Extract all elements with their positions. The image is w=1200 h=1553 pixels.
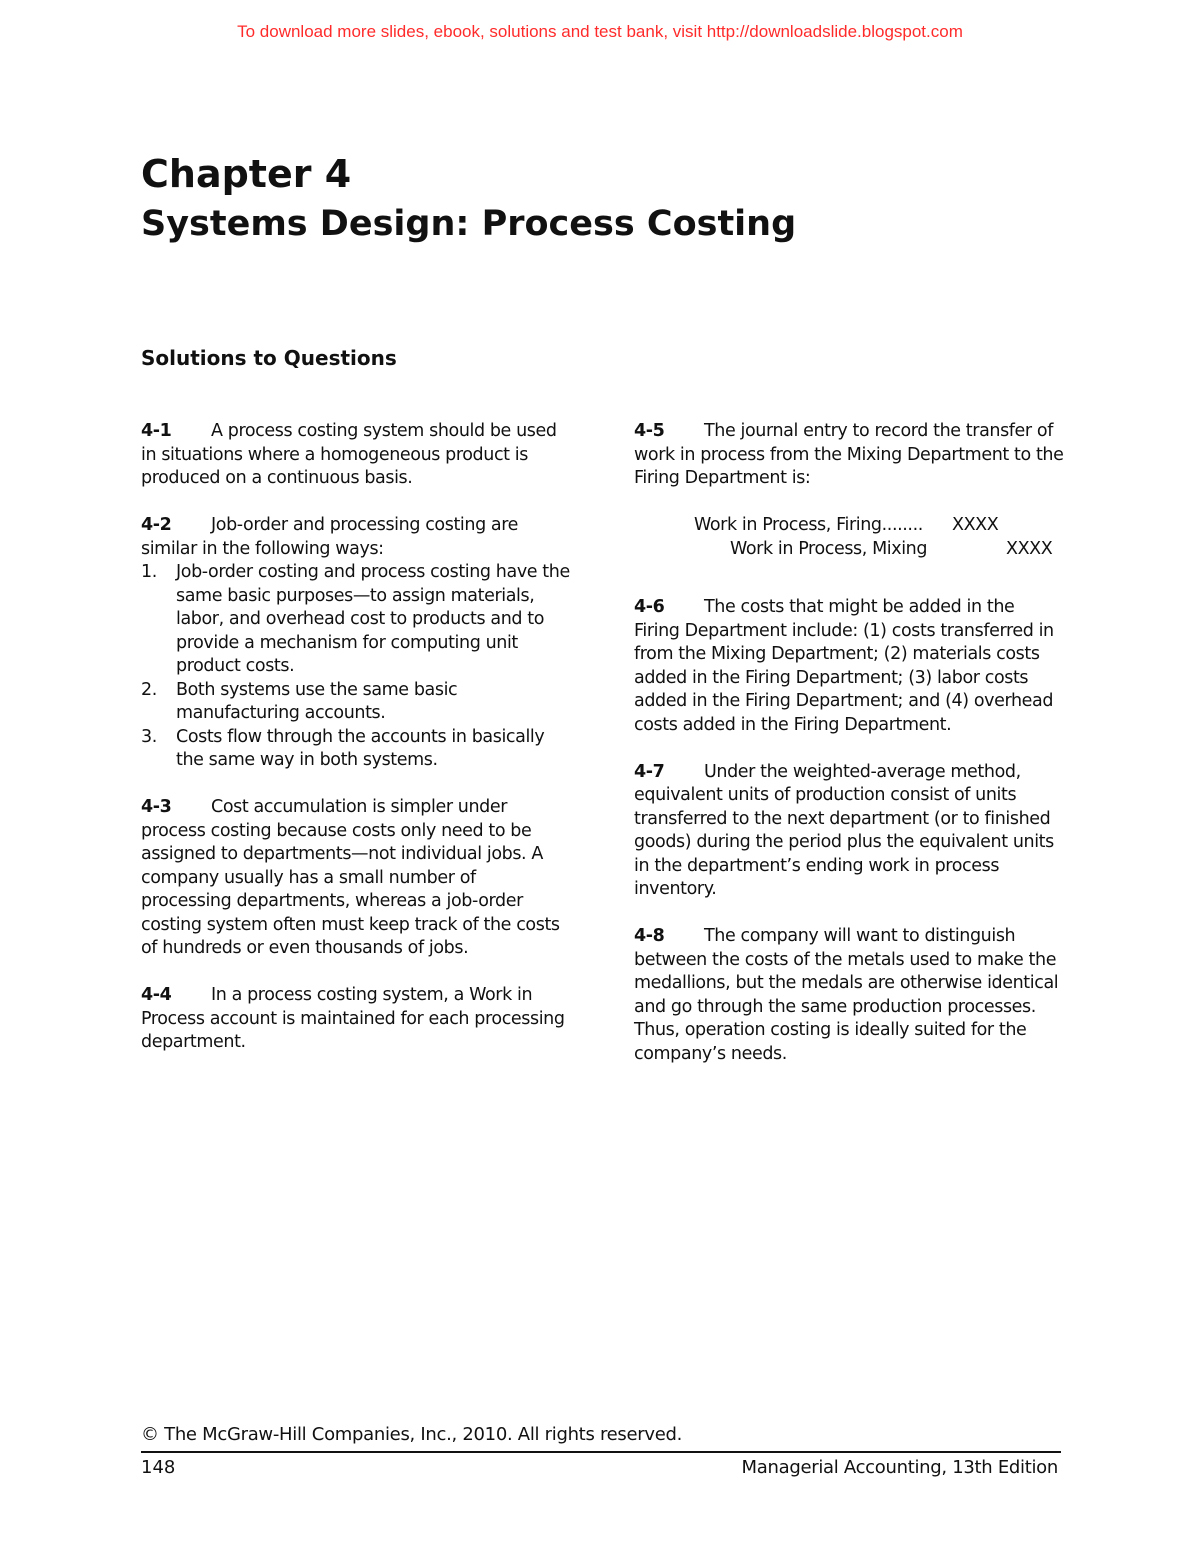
question-4-8 — [634, 925, 1064, 1066]
question-text: Cost accumulation is simpler under process costing because costs only need to be assigned to departments—not individual jobs. A company usually has a small number of processing departments, whereas a job-order costing system often must keep track of the costs of hundreds or even thousands of jobs. — [141, 797, 560, 958]
journal-credit-account: Work in Process, Mixing — [730, 538, 928, 559]
question-text: The company will want to distinguish between the costs of the metals used to make the medallions, but the medals are otherwise identical and go through the same production processes. Thus, operation costing is ideally suited for the company’s needs. — [634, 926, 1059, 1064]
list-item — [141, 726, 571, 773]
list-number: 1. — [141, 562, 157, 582]
copyright-notice: © The McGraw-Hill Companies, Inc., 2010. All rights reserved. — [141, 1424, 683, 1445]
question-4-4 — [141, 984, 571, 1055]
chapter-subtitle: Systems Design: Process Costing — [141, 204, 797, 244]
journal-debit-account: Work in Process, Firing........ — [694, 515, 923, 535]
question-number: 4-5 — [634, 421, 665, 441]
journal-debit-amount: XXXX — [952, 515, 999, 535]
question-number: 4-2 — [141, 515, 172, 535]
list-item — [141, 679, 571, 726]
book-edition: Managerial Accounting, 13th Edition — [741, 1457, 1058, 1478]
question-text: In a process costing system, a Work in Process account is maintained for each processing department. — [141, 985, 565, 1052]
page-number: 148 — [141, 1457, 176, 1478]
download-banner: To download more slides, ebook, solutions and test bank, visit http://downloadslide.blogspot.com — [237, 22, 963, 41]
section-heading: Solutions to Questions — [141, 346, 397, 370]
list-text: Job-order costing and process costing have the same basic purposes—to assign materials, labor, and overhead cost to products and to provide a mechanism for computing unit product costs. — [176, 562, 570, 676]
question-number: 4-8 — [634, 926, 665, 946]
left-column — [141, 420, 571, 1078]
question-number: 4-6 — [634, 597, 665, 617]
question-4-6 — [634, 596, 1064, 737]
question-number: 4-3 — [141, 797, 172, 817]
journal-entry — [634, 514, 1064, 561]
list-text: Costs flow through the accounts in basically the same way in both systems. — [176, 726, 545, 770]
chapter-title: Chapter 4 — [141, 152, 352, 196]
question-4-7 — [634, 761, 1064, 902]
question-text: A process costing system should be used in situations where a homogeneous product is produced on a continuous basis. — [141, 421, 557, 488]
similarities-list — [141, 561, 571, 773]
right-column — [634, 420, 1064, 1090]
question-text: The costs that might be added in the Firing Department include: (1) costs transferred in from the Mixing Department; (2) materials costs added in the Firing Department; (3) labor costs added in the Firing Department; and (4) overhead costs added in the Firing Department. — [634, 597, 1054, 735]
question-number: 4-1 — [141, 421, 172, 441]
list-number: 2. — [141, 679, 157, 700]
footer-divider — [141, 1451, 1061, 1453]
question-4-3 — [141, 796, 571, 961]
list-number: 3. — [141, 726, 157, 747]
question-4-5 — [634, 420, 1064, 491]
journal-credit-amount: XXXX — [1006, 538, 1053, 559]
list-item — [141, 561, 571, 679]
question-number: 4-7 — [634, 761, 665, 782]
question-4-2 — [141, 514, 571, 773]
list-text: Both systems use the same basic manufacturing accounts. — [176, 679, 458, 723]
question-text: Under the weighted-average method, equivalent units of production consist of units transferred to the next department (or to finished goods) during the period plus the equivalent units in the department’s ending work in process inventory. — [634, 761, 1054, 899]
question-text: The journal entry to record the transfer of work in process from the Mixing Department to the Firing Department is: — [634, 421, 1064, 488]
question-4-1 — [141, 420, 571, 491]
question-text: Job-order and processing costing are similar in the following ways: — [141, 515, 519, 559]
question-number: 4-4 — [141, 985, 172, 1005]
